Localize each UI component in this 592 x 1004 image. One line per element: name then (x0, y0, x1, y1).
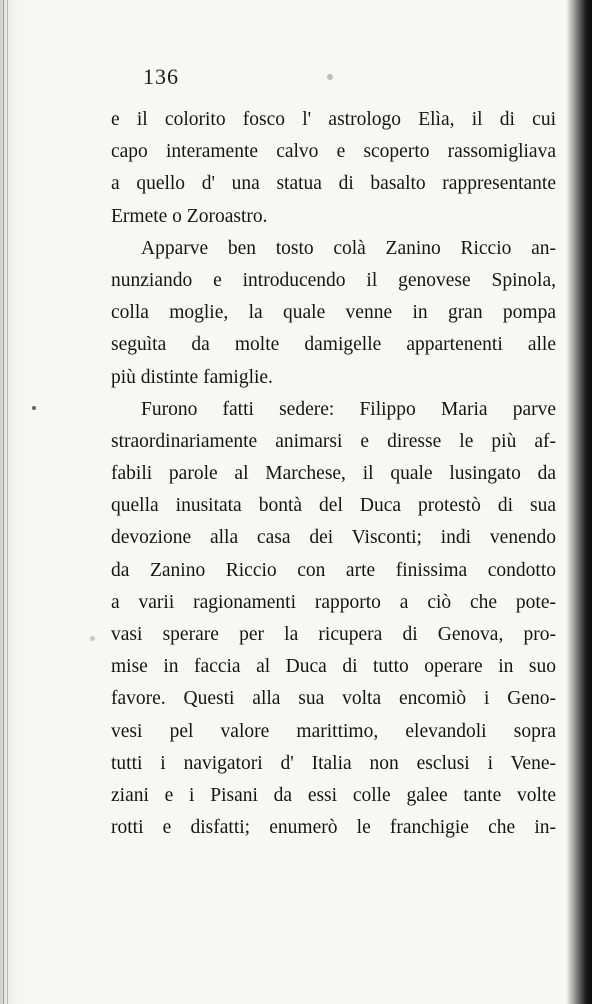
text-line: colla moglie, la quale venne in gran pompa (111, 302, 556, 324)
text-line: fabili parole al Marchese, il quale lusingato da (111, 463, 556, 485)
text-line: a varii ragionamenti rapporto a ciò che pote- (111, 591, 556, 613)
paragraph (111, 104, 556, 233)
body-text (111, 104, 556, 844)
text-line: Furono fatti sedere: Filippo Maria parve (141, 398, 556, 420)
paper-speck (32, 406, 36, 410)
text-line: straordinariamente animarsi e diresse le più af- (111, 430, 556, 452)
page-number: 136 (143, 64, 179, 89)
paragraph (111, 394, 556, 845)
text-line: devozione alla casa dei Visconti; indi venendo (111, 527, 556, 549)
text-line: e il colorito fosco l' astrologo Elìa, il di cui (111, 109, 556, 130)
text-line: seguìta da molte damigelle appartenenti alle (111, 334, 556, 356)
text-line: vasi sperare per la ricupera di Genova, pro- (111, 624, 556, 645)
text-line: più distinte famiglie. (111, 366, 273, 388)
text-line: favore. Questi alla sua volta encomiò i Geno- (111, 688, 556, 710)
paragraph (111, 233, 556, 394)
text-line: Apparve ben tosto colà Zanino Riccio an- (141, 237, 556, 259)
paper-speck (327, 74, 333, 80)
text-line: Ermete o Zoroastro. (111, 205, 268, 227)
text-line: vesi pel valore marittimo, elevandoli sopra (111, 720, 556, 742)
page-gutter-edge (0, 0, 30, 1004)
text-line: quella inusitata bontà del Duca protestò di sua (111, 495, 556, 517)
text-line: rotti e disfatti; enumerò le franchigie che in- (111, 817, 556, 839)
paper-speck (90, 636, 95, 641)
text-line: mise in faccia al Duca di tutto operare in suo (111, 656, 556, 678)
text-line: tutti i navigatori d' Italia non esclusi i Vene- (111, 752, 556, 774)
text-line: capo interamente calvo e scoperto rassomigliava (111, 141, 556, 163)
text-line: ziani e i Pisani da essi colle galee tante volte (111, 784, 556, 806)
text-line: da Zanino Riccio con arte finissima condotto (111, 559, 556, 581)
text-line: nunziando e introducendo il genovese Spinola, (111, 269, 556, 291)
page-outer-edge (566, 0, 592, 1004)
text-line: a quello d' una statua di basalto rappresentante (111, 173, 556, 195)
